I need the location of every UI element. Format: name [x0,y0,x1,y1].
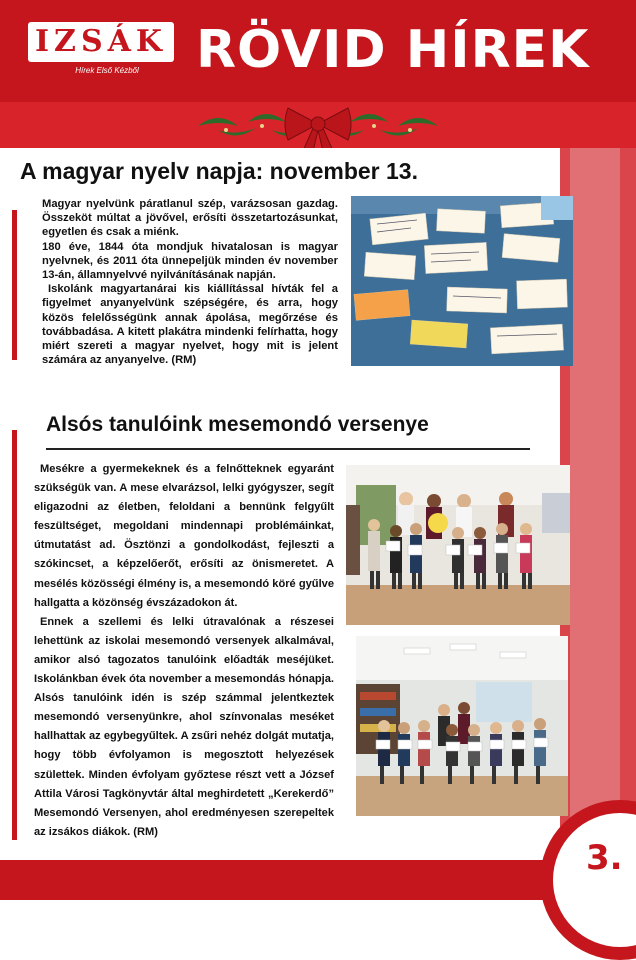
side-stripe-light [570,148,620,900]
logo-text: IZSÁK [35,24,167,59]
photo-group-library [346,465,570,625]
article-1-paragraph: 180 éve, 1844 óta mondjuk hivatalosan is magyar nyelvnek, és 2011 óta ünnepeljük minden év november 13-án, államnyelvvé nyilvánításának napján. [42,240,338,282]
title-underline [46,448,530,450]
article-1-body [42,197,338,367]
article-2-body [34,460,334,842]
logo-tagline: Hírek Első Kézből [75,66,139,75]
article-2-paragraph: Mesékre a gyermekeknek és a felnőtteknek egyaránt szükségük van. A mese elvarázsol, lelki gyógyszer, segít eligazodni az életben, feloldani a bennünk felgyűlt feszültséget, megoldani mindennapi problémáinkat, útmutatást ad. Ösztönzi a gondolkodást, fejleszti a szókincset, a képzelőerőt, erősíti az önismeretet. A mesélés közösségi élmény is, a mesemondó köré gyűlve hallgatta a közönség évszázadokon át. [34,463,334,609]
photo-exhibition-notes [351,196,573,366]
article-2-paragraph: Ennek a szellemi és lelki útravalónak a részesei lehettünk az iskolai mesemondó versenyek alkalmával, amikor alsó tagozatos tanulóink előadták meséjüket. Iskolánkban évek óta november a mesemondás hónapja. Alsós tanulóink idén is szép számmal jelentkeztek mesemondó versenyünkre, ahol színvonalas meséket hallhattak az egybegyűltek. A zsűri nehéz dolgát mutatja, hogy több évfolyamon is megosztott helyezések születtek. Minden évfolyam győztese részt vett a József Attila Városi Tagkönyvtár által meghirdetett „Kerekerdő” Mesemondó Versenyen, ahol eredményesen szerepeltek az izsákos diákok. (RM) [34,615,334,838]
photo-group-classroom [356,636,568,816]
article-1-paragraph: Iskolánk magyartanárai kis kiállítással hívták fel a figyelmet anyanyelvünk szépségére, és arra, hogy közös felelősségünk annak ápolása, megőrzése és továbbadása. A kitett plakátra mindenki felírhatta, hogy miért szereti a magyar nyelvet, hogy mit is jelent számára az anyanyelve. (RM) [42,283,338,367]
logo [28,22,174,62]
article-1-title: A magyar nyelv napja: november 13. [20,158,418,184]
article-1-paragraph: Magyar nyelvünk páratlanul szép, varázsosan gazdag. Összeköt múltat a jövővel, erősíti összetartozásunkat, egyetlen és csak a miénk. [42,198,338,239]
accent-bar [12,430,17,840]
article-2-title: Alsós tanulóink mesemondó versenye [46,413,429,436]
page-title: RÖVID HÍREK [196,20,590,80]
page-number: 3. [586,838,623,878]
accent-bar [12,210,17,360]
